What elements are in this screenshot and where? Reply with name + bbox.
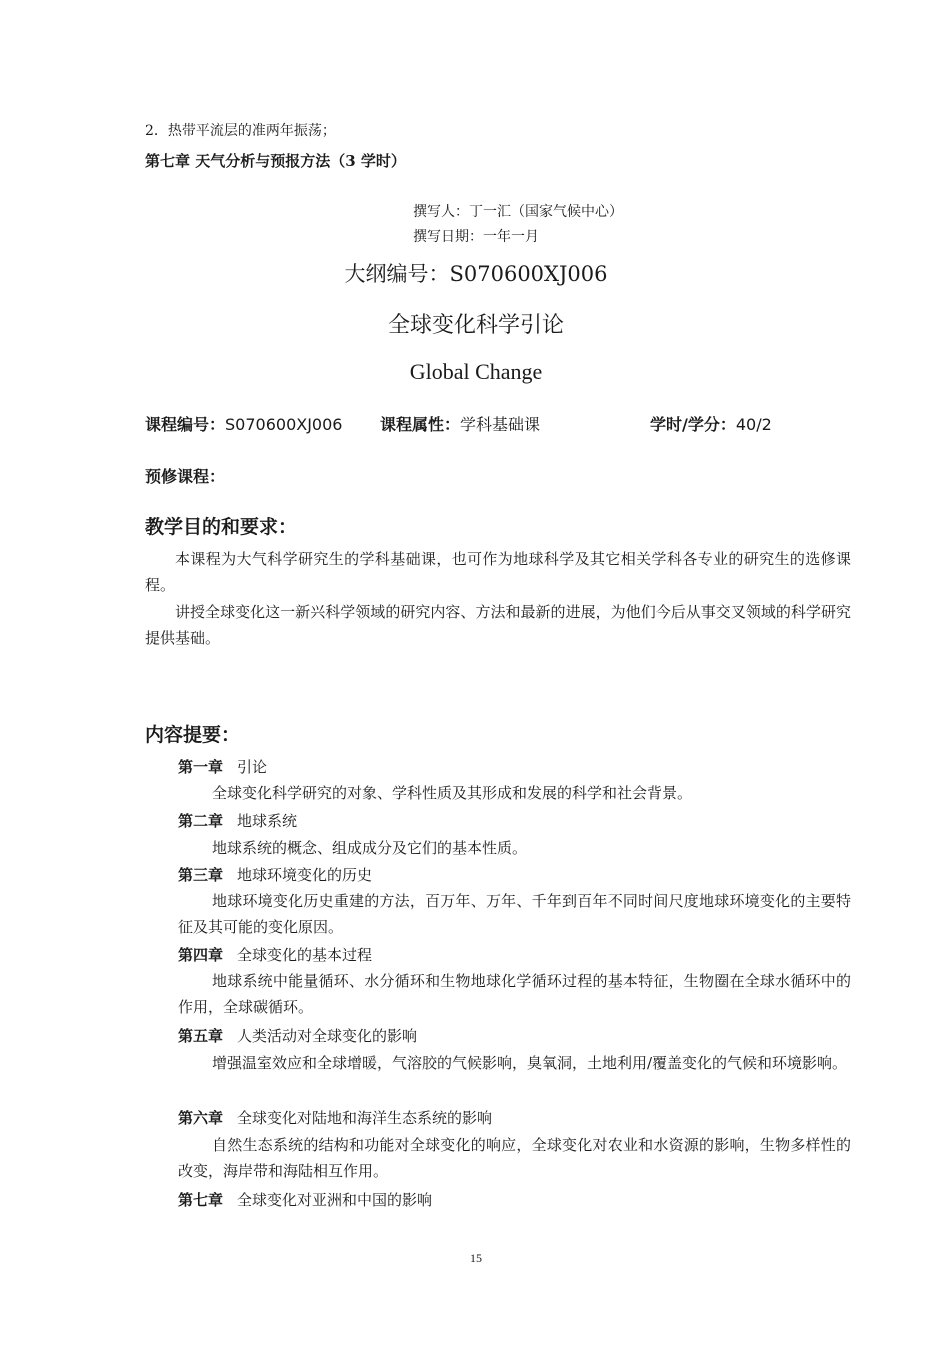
chapter-5-title xyxy=(178,1025,417,1046)
date-line: 撰写日期：一年一月 xyxy=(413,229,539,245)
course-code-value: S070600XJ006 xyxy=(225,415,343,434)
course-code-label: 课程编号： xyxy=(145,415,226,434)
goals-paragraph: 本课程为大气科学研究生的学科基础课，也可作为地球科学及其它相关学科各专业的研究生的选修课程。 xyxy=(145,550,851,594)
chapter-number: 第二章 xyxy=(178,812,224,830)
previous-list-item: 2．热带平流层的准两年振荡； xyxy=(145,123,336,139)
course-attribute-label: 课程属性： xyxy=(380,415,461,434)
course-title-en: Global Change xyxy=(409,359,543,384)
chapter-number: 第七章 xyxy=(178,1191,224,1209)
section-heading-goals: 教学目的和要求： xyxy=(145,516,298,538)
chapter-5-description: 增强温室效应和全球增暖，气溶胶的气候影响，臭氧洞，土地利用/覆盖变化的气候和环境影响。 xyxy=(212,1054,848,1072)
chapter-6-title xyxy=(178,1107,492,1128)
chapter-name: 引论 xyxy=(237,758,268,776)
chapter-number: 第五章 xyxy=(178,1027,224,1045)
course-attribute-value: 学科基础课 xyxy=(460,415,541,434)
course-attribute xyxy=(380,412,540,435)
chapter-1-description: 全球变化科学研究的对象、学科性质及其形成和发展的科学和社会背景。 xyxy=(212,784,693,802)
course-hours-label: 学时/学分： xyxy=(650,415,736,434)
chapter-number: 第三章 xyxy=(178,866,224,884)
author-line: 撰写人：丁一汇（国家气候中心） xyxy=(413,204,623,220)
chapter-name: 地球环境变化的历史 xyxy=(237,866,373,884)
chapter-number: 第四章 xyxy=(178,946,224,964)
chapter-4-title xyxy=(178,944,372,965)
chapter-name: 全球变化的基本过程 xyxy=(237,946,373,964)
chapter-3-description: 地球环境变化历史重建的方法，百万年、万年、千年到百年不同时间尺度地球环境变化的主要特征及其可能的变化原因。 xyxy=(178,892,851,936)
course-hours-value: 40/2 xyxy=(735,415,772,434)
chapter-name: 地球系统 xyxy=(237,812,298,830)
goals-paragraph: 讲授全球变化这一新兴科学领域的研究内容、方法和最新的进展，为他们今后从事交叉领域的科学研究提供基础。 xyxy=(145,603,851,647)
course-title-cn: 全球变化科学引论 xyxy=(387,313,564,338)
chapter-2-description: 地球系统的概念、组成成分及它们的基本性质。 xyxy=(212,839,528,857)
chapter-2-title xyxy=(178,810,297,831)
outline-number: 大纲编号：S070600XJ006 xyxy=(344,262,608,286)
chapter-6-description: 自然生态系统的结构和功能对全球变化的响应，全球变化对农业和水资源的影响，生物多样性的改变，海岸带和海陆相互作用。 xyxy=(178,1136,851,1180)
page-number: 15 xyxy=(470,1251,482,1265)
chapter-name: 全球变化对陆地和海洋生态系统的影响 xyxy=(237,1109,493,1127)
chapter-4-description: 地球系统中能量循环、水分循环和生物地球化学循环过程的基本特征，生物圈在全球水循环中的作用，全球碳循环。 xyxy=(178,972,851,1016)
chapter-1-title xyxy=(178,756,267,777)
chapter-7-title xyxy=(178,1189,432,1210)
chapter-number: 第六章 xyxy=(178,1109,224,1127)
chapter-name: 人类活动对全球变化的影响 xyxy=(237,1027,418,1045)
course-hours xyxy=(650,412,772,435)
course-code xyxy=(145,412,342,435)
prerequisite-label: 预修课程： xyxy=(145,467,226,486)
chapter-name: 全球变化对亚洲和中国的影响 xyxy=(237,1191,433,1209)
chapter-number: 第一章 xyxy=(178,758,224,776)
previous-chapter-heading: 第七章 天气分析与预报方法（3 学时） xyxy=(145,152,406,170)
chapter-3-title xyxy=(178,864,372,885)
section-heading-content: 内容提要： xyxy=(145,724,241,746)
